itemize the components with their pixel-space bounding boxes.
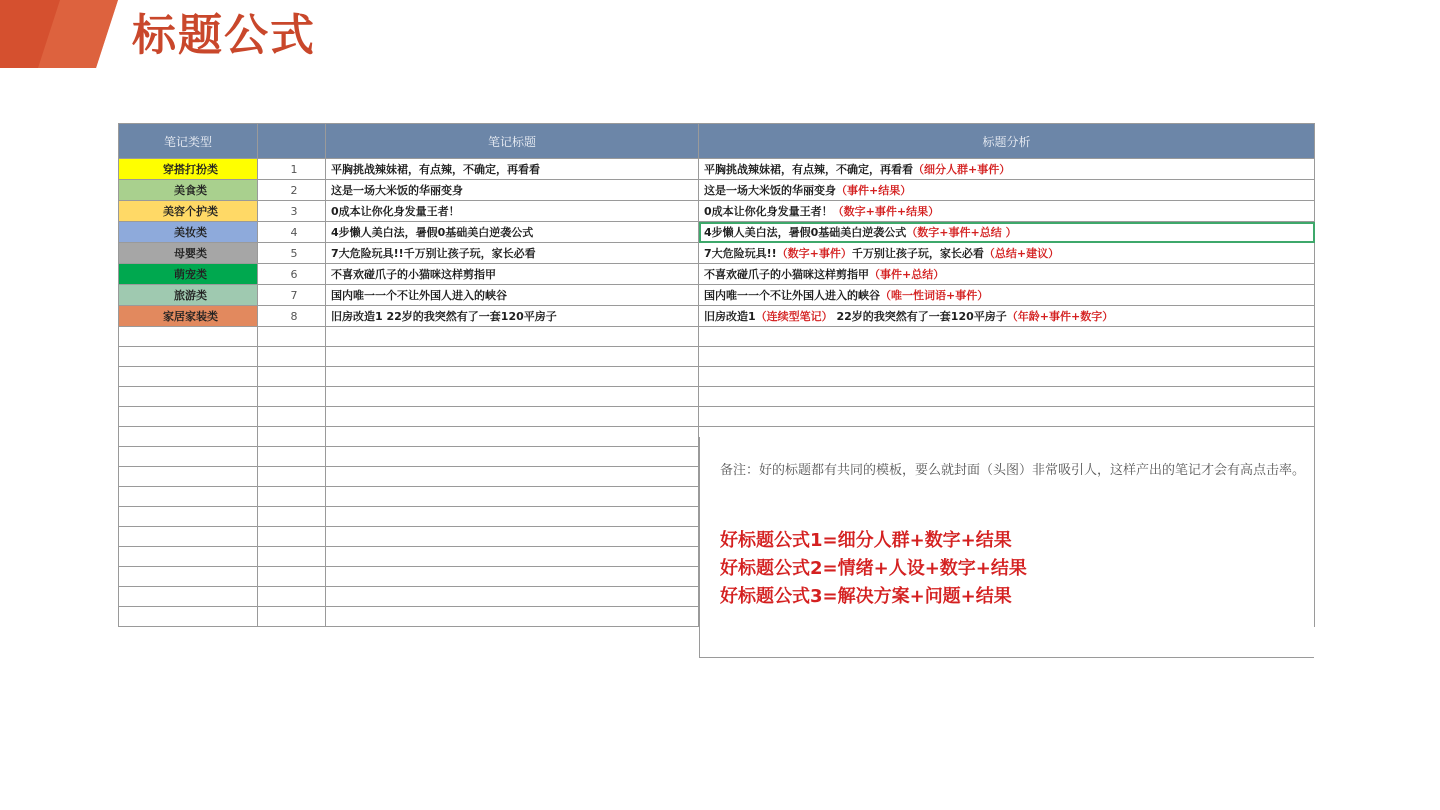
cell-note-type[interactable]: 穿搭打扮类 [119, 159, 258, 180]
empty-cell[interactable] [326, 447, 699, 467]
cell-title-analysis[interactable] [699, 222, 1315, 243]
empty-cell[interactable] [258, 607, 326, 627]
empty-cell[interactable] [326, 567, 699, 587]
empty-row [119, 367, 1315, 387]
cell-number[interactable]: 3 [258, 201, 326, 222]
cell-number[interactable]: 6 [258, 264, 326, 285]
formula-3: 好标题公式3=解决方案+问题+结果 [720, 586, 1012, 607]
table-row [119, 201, 1315, 222]
cell-number[interactable]: 4 [258, 222, 326, 243]
analysis-tag: （数字+事件） [776, 247, 852, 260]
empty-cell[interactable] [326, 407, 699, 427]
empty-row [119, 387, 1315, 407]
cell-title-analysis[interactable] [699, 285, 1315, 306]
cell-note-title[interactable]: 4步懒人美白法，暑假0基础美白逆袭公式 [326, 222, 699, 243]
empty-cell[interactable] [258, 547, 326, 567]
empty-cell[interactable] [258, 367, 326, 387]
table-row [119, 285, 1315, 306]
analysis-tag: （数字+事件+总结 ） [906, 226, 1017, 239]
empty-cell[interactable] [258, 587, 326, 607]
formula-2: 好标题公式2=情绪+人设+数字+结果 [720, 558, 1027, 579]
cell-title-analysis[interactable] [699, 180, 1315, 201]
empty-cell[interactable] [119, 487, 258, 507]
analysis-text-2: 千万别让孩子玩，家长必看 [851, 247, 984, 260]
empty-cell[interactable] [258, 347, 326, 367]
column-header-analysis[interactable]: 标题分析 [699, 124, 1315, 159]
note-box [699, 437, 1314, 658]
empty-cell[interactable] [258, 487, 326, 507]
cell-title-analysis[interactable] [699, 159, 1315, 180]
empty-cell[interactable] [119, 387, 258, 407]
empty-cell[interactable] [258, 387, 326, 407]
cell-note-title[interactable]: 0成本让你化身发量王者！ [326, 201, 699, 222]
empty-cell[interactable] [119, 467, 258, 487]
empty-cell[interactable] [119, 567, 258, 587]
column-header-type[interactable]: 笔记类型 [119, 124, 258, 159]
cell-note-title[interactable]: 旧房改造1 22岁的我突然有了一套120平房子 [326, 306, 699, 327]
analysis-text-2: 22岁的我突然有了一套120平房子 [832, 310, 1007, 323]
analysis-text: 平胸挑战辣妹裙，有点辣，不确定，再看看 [704, 163, 913, 176]
table-row [119, 243, 1315, 264]
empty-cell[interactable] [258, 407, 326, 427]
page-title: 标题公式 [132, 10, 316, 61]
empty-cell[interactable] [326, 607, 699, 627]
analysis-text: 旧房改造1 [704, 310, 756, 323]
empty-cell[interactable] [119, 367, 258, 387]
cell-title-analysis[interactable] [699, 243, 1315, 264]
empty-cell[interactable] [258, 427, 326, 447]
empty-cell[interactable] [119, 327, 258, 347]
empty-cell[interactable] [699, 367, 1315, 387]
cell-title-analysis[interactable] [699, 306, 1315, 327]
analysis-text: 7大危险玩具!! [704, 247, 777, 260]
cell-number[interactable]: 8 [258, 306, 326, 327]
cell-note-title[interactable]: 平胸挑战辣妹裙，有点辣，不确定，再看看 [326, 159, 699, 180]
empty-cell[interactable] [699, 347, 1315, 367]
empty-cell[interactable] [326, 467, 699, 487]
cell-note-type[interactable]: 母婴类 [119, 243, 258, 264]
analysis-text: 4步懒人美白法，暑假0基础美白逆袭公式 [704, 226, 907, 239]
analysis-text: 这是一场大米饭的华丽变身 [704, 184, 836, 197]
cell-title-analysis[interactable] [699, 201, 1315, 222]
note-text: 备注：好的标题都有共同的模板，要么就封面（头图）非常吸引人，这样产出的笔记才会有高点击率。 [720, 463, 1306, 478]
cell-title-analysis[interactable] [699, 264, 1315, 285]
empty-cell[interactable] [258, 467, 326, 487]
column-header-title[interactable]: 笔记标题 [326, 124, 699, 159]
analysis-text: 不喜欢碰爪子的小猫咪这样剪指甲 [704, 268, 869, 281]
cell-number[interactable]: 7 [258, 285, 326, 306]
analysis-tag-2: （总结+建议） [983, 247, 1060, 260]
empty-cell[interactable] [258, 527, 326, 547]
cell-note-type[interactable]: 家居家装类 [119, 306, 258, 327]
analysis-tag: （事件+结果） [836, 184, 912, 197]
analysis-tag-2: （年龄+事件+数字） [1006, 310, 1114, 323]
cell-number[interactable]: 1 [258, 159, 326, 180]
analysis-tag: （数字+事件+结果） [832, 205, 940, 218]
empty-cell[interactable] [119, 447, 258, 467]
empty-cell[interactable] [326, 367, 699, 387]
cell-note-type[interactable]: 旅游类 [119, 285, 258, 306]
title-banner-shape [0, 0, 118, 68]
analysis-tag: （事件+总结） [869, 268, 945, 281]
analysis-tag: （连续型笔记） [755, 310, 833, 323]
empty-cell[interactable] [326, 507, 699, 527]
table-row [119, 306, 1315, 327]
cell-note-type[interactable]: 萌宠类 [119, 264, 258, 285]
cell-note-title[interactable]: 不喜欢碰爪子的小猫咪这样剪指甲 [326, 264, 699, 285]
empty-cell[interactable] [326, 547, 699, 567]
empty-cell[interactable] [326, 387, 699, 407]
empty-cell[interactable] [326, 327, 699, 347]
empty-row [119, 347, 1315, 367]
empty-row [119, 407, 1315, 427]
analysis-text: 0成本让你化身发量王者！ [704, 205, 833, 218]
empty-cell[interactable] [119, 507, 258, 527]
empty-cell[interactable] [119, 407, 258, 427]
empty-cell[interactable] [119, 427, 258, 447]
cell-note-type[interactable]: 美食类 [119, 180, 258, 201]
empty-cell[interactable] [119, 607, 258, 627]
analysis-text: 国内唯一一个不让外国人进入的峡谷 [704, 289, 880, 302]
analysis-tag: （细分人群+事件） [913, 163, 1011, 176]
cell-number[interactable]: 5 [258, 243, 326, 264]
empty-cell[interactable] [699, 327, 1315, 347]
empty-cell[interactable] [326, 427, 699, 447]
formula-list [720, 527, 1027, 611]
formula-1: 好标题公式1=细分人群+数字+结果 [720, 530, 1012, 551]
empty-cell[interactable] [326, 487, 699, 507]
empty-cell[interactable] [699, 407, 1315, 427]
empty-cell[interactable] [326, 587, 699, 607]
cell-note-title[interactable]: 这是一场大米饭的华丽变身 [326, 180, 699, 201]
empty-cell[interactable] [258, 447, 326, 467]
table-row [119, 159, 1315, 180]
spreadsheet [118, 123, 1314, 627]
empty-cell[interactable] [119, 527, 258, 547]
cell-note-type[interactable]: 美容个护类 [119, 201, 258, 222]
cell-note-title[interactable]: 7大危险玩具!!千万别让孩子玩，家长必看 [326, 243, 699, 264]
empty-row [119, 327, 1315, 347]
empty-cell[interactable] [119, 347, 258, 367]
empty-cell[interactable] [258, 507, 326, 527]
header-row [119, 124, 1315, 159]
empty-cell[interactable] [258, 567, 326, 587]
empty-cell[interactable] [258, 327, 326, 347]
empty-cell[interactable] [119, 547, 258, 567]
empty-cell[interactable] [119, 587, 258, 607]
cell-note-type[interactable]: 美妆类 [119, 222, 258, 243]
table-row [119, 264, 1315, 285]
column-header-number[interactable] [258, 124, 326, 159]
cell-note-title[interactable]: 国内唯一一个不让外国人进入的峡谷 [326, 285, 699, 306]
empty-cell[interactable] [326, 347, 699, 367]
table-row [119, 180, 1315, 201]
empty-cell[interactable] [326, 527, 699, 547]
analysis-tag: （唯一性词语+事件） [880, 289, 989, 302]
table-row [119, 222, 1315, 243]
empty-cell[interactable] [699, 387, 1315, 407]
cell-number[interactable]: 2 [258, 180, 326, 201]
